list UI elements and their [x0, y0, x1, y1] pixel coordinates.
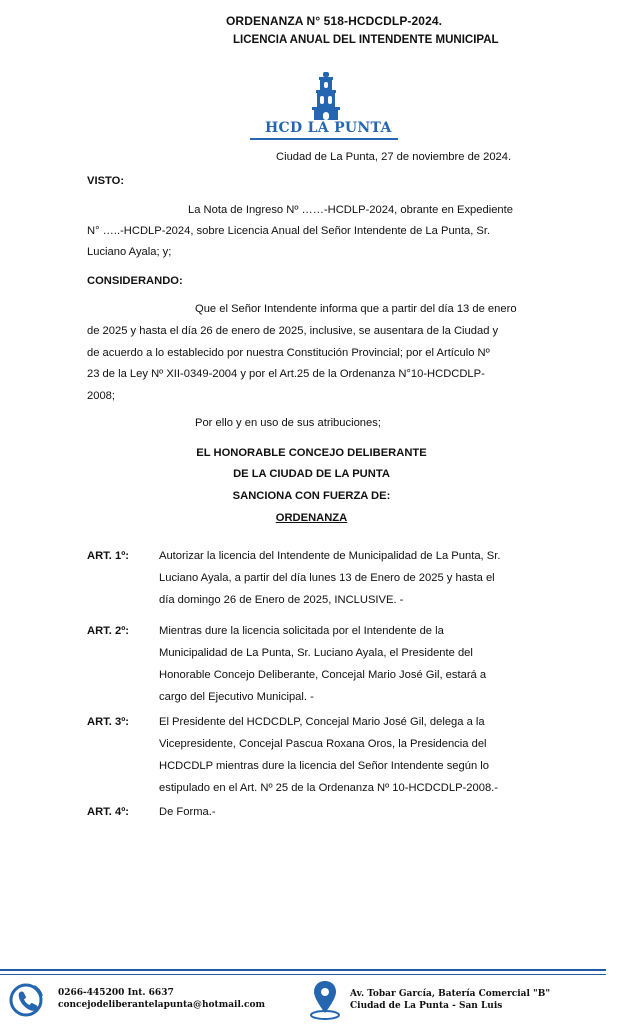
article-line: Municipalidad de La Punta, Sr. Luciano Ayala, el Presidente del — [159, 647, 473, 659]
ordinance-subject: LICENCIA ANUAL DEL INTENDENTE MUNICIPAL — [233, 34, 499, 46]
article-line: El Presidente del HCDCDLP, Concejal Mario José Gil, delega a la — [159, 716, 485, 728]
article-4-label: ART. 4º: — [87, 806, 130, 818]
article-line: Vicepresidente, Concejal Pascua Roxana Oros, la Presidencia del — [159, 738, 487, 750]
tower-logo-icon — [306, 72, 346, 120]
considerando-line-4: 23 de la Ley Nº XII-0349-2004 y por el Art.25 de la Ordenanza N°10-HCDCDLP- — [87, 368, 485, 380]
footer-divider — [0, 969, 606, 971]
article-4-text — [159, 801, 538, 823]
article-2-label: ART. 2º: — [87, 625, 130, 637]
article-line: día domingo 26 de Enero de 2025, INCLUSIVE. - — [159, 594, 404, 606]
footer-divider-thin — [0, 974, 606, 975]
article-1-text — [159, 545, 538, 611]
council-line-2: DE LA CIUDAD DE LA PUNTA — [233, 468, 390, 480]
council-ordenanza: ORDENANZA — [275, 512, 348, 524]
article-3-label: ART. 3º: — [87, 716, 130, 728]
footer-phone: 0266-445200 Int. 6637 — [58, 988, 174, 998]
article-line: De Forma.- — [159, 806, 216, 818]
article-line: Mientras dure la licencia solicitada por el Intendente de la — [159, 625, 444, 637]
council-line-3: SANCIONA CON FUERZA DE: — [232, 490, 391, 502]
location-pin-icon — [306, 977, 344, 1021]
considerando-line-3: de acuerdo a lo establecido por nuestra Constitución Provincial; por el Artículo Nº — [87, 347, 490, 359]
article-3-text — [159, 711, 538, 799]
article-line: estipulado en el Art. Nº 25 de la Ordenanza Nº 10-HCDCDLP-2008.- — [159, 782, 499, 794]
article-line: HCDCDLP mientras dure la licencia del Señor Intendente según lo — [159, 760, 490, 772]
considerando-heading: CONSIDERANDO: — [87, 275, 183, 287]
visto-line-3: Luciano Ayala; y; — [87, 246, 172, 258]
logo-text: HCD LA PUNTA — [265, 120, 392, 136]
article-line: Luciano Ayala, a partir del día lunes 13 de Enero de 2025 y hasta el — [159, 572, 495, 584]
footer-email[interactable]: concejodeliberantelapunta@hotmail.com — [58, 1000, 266, 1010]
considerando-line-2: de 2025 y hasta el día 26 de enero de 2025, inclusive, se ausentara de la Ciudad y — [87, 325, 499, 337]
phone-icon — [8, 982, 48, 1018]
visto-heading: VISTO: — [87, 175, 125, 187]
considerando-closing: Por ello y en uso de sus atribuciones; — [195, 417, 381, 429]
logo-underline — [250, 138, 398, 140]
visto-line-2: N° …..-HCDLP-2024, sobre Licencia Anual del Señor Intendente de La Punta, Sr. — [87, 225, 491, 237]
article-1-label: ART. 1º: — [87, 550, 130, 562]
council-line-1: EL HONORABLE CONCEJO DELIBERANTE — [196, 447, 427, 459]
date-line: Ciudad de La Punta, 27 de noviembre de 2024. — [276, 151, 512, 163]
visto-line-1: La Nota de Ingreso Nº ……-HCDLP-2024, obrante en Expediente — [188, 204, 513, 216]
article-line: cargo del Ejecutivo Municipal. - — [159, 691, 314, 703]
footer-address-1: Av. Tobar García, Batería Comercial "B" — [350, 989, 551, 999]
article-2-text — [159, 620, 538, 708]
considerando-line-1: Que el Señor Intendente informa que a partir del día 13 de enero — [195, 303, 517, 315]
considerando-line-5: 2008; — [87, 390, 115, 402]
article-line: Autorizar la licencia del Intendente de Municipalidad de La Punta, Sr. — [159, 550, 501, 562]
footer-address-2: Ciudad de La Punta - San Luis — [350, 1001, 503, 1011]
ordinance-title: ORDENANZA N° 518-HCDCDLP-2024. — [226, 14, 443, 28]
article-line: Honorable Concejo Deliberante, Concejal Mario José Gil, estará a — [159, 669, 487, 681]
